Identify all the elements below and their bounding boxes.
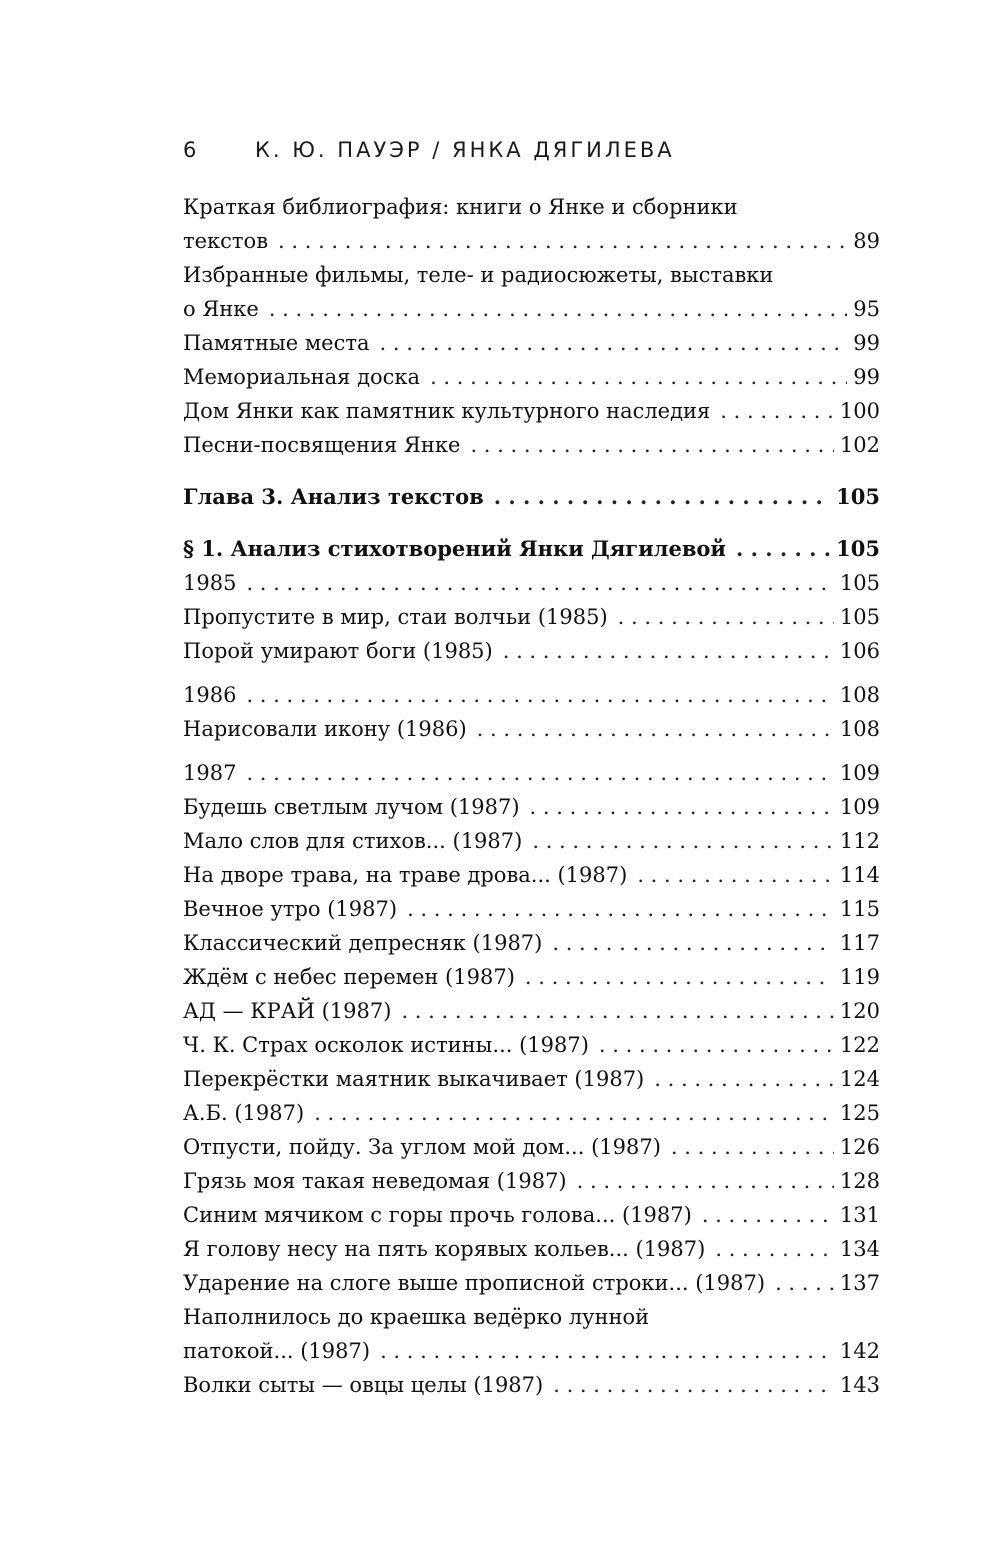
toc-entry-title: 1987 [183,761,237,785]
toc-entry-title: 1985 [183,571,237,595]
dot-leader [246,756,833,790]
toc-entry [183,1368,880,1402]
toc-entry-page: 100 [839,399,880,423]
toc-entry-page: 105 [839,605,880,629]
dot-leader [637,858,834,892]
toc-entry-title-line2: текстов [183,229,269,253]
toc-entry-page: 122 [839,1033,880,1057]
toc-entry [183,360,880,394]
dot-leader [430,360,847,394]
toc-entry-title: Классический депресняк (1987) [183,931,543,955]
toc-entry [183,712,880,746]
dot-leader [246,678,833,712]
toc-entry-page: 134 [839,1237,880,1261]
toc-entry-title: Будешь светлым лучом (1987) [183,795,520,819]
toc-entry-title-line1: Краткая библиография: книги о Янке и сборники [183,195,738,219]
toc-entry [183,1062,880,1096]
toc-entry-page: 108 [839,717,880,741]
toc-chapter [183,480,880,514]
dot-leader [654,1062,834,1096]
toc-entry [183,926,880,960]
toc-entry-title: Я голову несу на пять корявых кольев... (1987) [183,1237,706,1261]
dot-leader [530,790,834,824]
toc-entry-page: 125 [839,1101,880,1125]
toc-entry-title: Ждём с небес перемен (1987) [183,965,515,989]
dot-leader [525,960,834,994]
toc-entry-title: Мало слов для стихов... (1987) [183,829,523,853]
toc-entry [183,600,880,634]
chapter-title: Глава 3. Анализ текстов [183,484,484,509]
toc-year-heading [183,566,880,600]
toc-entry-page: 119 [839,965,880,989]
toc-entry-title: Перекрёстки маятник выкачивает (1987) [183,1067,645,1091]
table-of-contents [183,190,880,1402]
toc-entry-title: Пропустите в мир, стаи волчьи (1985) [183,605,608,629]
dot-leader [407,892,834,926]
toc-entry-page: 131 [839,1203,880,1227]
toc-entry [183,326,880,360]
dot-leader [503,634,834,668]
toc-year-heading [183,678,880,712]
toc-entry-page: 137 [839,1271,880,1295]
dot-leader [532,824,834,858]
toc-entry-page: 105 [839,571,880,595]
toc-entry-title: Порой умирают боги (1985) [183,639,493,663]
toc-entry [183,824,880,858]
toc-entry-page: 114 [839,863,880,887]
toc-entry-page: 126 [839,1135,880,1159]
toc-entry-title: Синим мячиком с горы прочь голова... (1987) [183,1203,692,1227]
toc-entry-title: АД — КРАЙ (1987) [183,999,392,1023]
toc-entry [183,428,880,462]
toc-entry [183,1096,880,1130]
toc-entry-page: 89 [853,229,880,253]
toc-entry-page: 95 [853,297,880,321]
toc-entry [183,790,880,824]
toc-entry [183,190,880,258]
toc-entry-title: Мемориальная доска [183,365,421,389]
dot-leader [269,292,847,326]
dot-leader [552,926,834,960]
toc-entry [183,994,880,1028]
dot-leader [401,994,833,1028]
toc-entry-page: 142 [839,1339,880,1363]
page-number: 6 [183,138,197,162]
toc-year-heading [183,756,880,790]
toc-entry-title: А.Б. (1987) [183,1101,305,1125]
toc-entry-page: 106 [839,639,880,663]
toc-entry-title: Нарисовали икону (1986) [183,717,467,741]
section-title: § 1. Анализ стихотворений Янки Дягилевой [183,536,727,561]
toc-entry-title-line1: Наполнилось до краешка ведёрко лунной [183,1305,650,1329]
dot-leader [702,1198,834,1232]
toc-entry-title-line1: Избранные фильмы, теле- и радиосюжеты, выставки [183,263,774,287]
toc-entry-page: 128 [839,1169,880,1193]
toc-entry-page: 108 [839,683,880,707]
toc-entry [183,634,880,668]
toc-entry-title: Отпусти, пойду. За углом мой дом... (1987) [183,1135,661,1159]
section-page: 105 [836,536,880,561]
toc-entry [183,1300,880,1368]
dot-leader [278,224,847,258]
dot-leader [470,428,833,462]
dot-leader [380,1334,834,1368]
toc-entry-title: Ч. К. Страх осколок истины... (1987) [183,1033,589,1057]
toc-entry-title: Ударение на слоге выше прописной строки... (1987) [183,1271,766,1295]
toc-entry-page: 115 [839,897,880,921]
toc-entry-title: Памятные места [183,331,370,355]
dot-leader [618,600,834,634]
toc-entry-title: Вечное утро (1987) [183,897,398,921]
toc-entry-title: 1986 [183,683,237,707]
dot-leader [314,1096,834,1130]
toc-entry-title-line2: патокой... (1987) [183,1339,371,1363]
toc-entry-page: 143 [839,1373,880,1397]
toc-entry-title: На дворе трава, на траве дрова... (1987) [183,863,628,887]
toc-entry-page: 120 [839,999,880,1023]
toc-entry [183,892,880,926]
dot-leader [775,1266,834,1300]
toc-entry-title: Песни-посвящения Янке [183,433,461,457]
toc-entry [183,258,880,326]
running-title: К. Ю. ПАУЭР / ЯНКА ДЯГИЛЕВА [255,138,675,162]
dot-leader [736,532,830,566]
toc-entry [183,1130,880,1164]
toc-entry-title: Дом Янки как памятник культурного наследия [183,399,711,423]
dot-leader [715,1232,834,1266]
dot-leader [380,326,848,360]
toc-entry-page: 102 [839,433,880,457]
toc-entry-page: 117 [839,931,880,955]
dot-leader [494,480,830,514]
toc-entry [183,1266,880,1300]
toc-entry-page: 109 [839,795,880,819]
toc-entry [183,960,880,994]
toc-entry-page: 124 [839,1067,880,1091]
dot-leader [246,566,833,600]
toc-entry-page: 112 [839,829,880,853]
toc-section [183,532,880,566]
toc-entry [183,1028,880,1062]
toc-entry-page: 109 [839,761,880,785]
running-header [183,138,675,162]
chapter-page: 105 [836,484,880,509]
dot-leader [553,1368,834,1402]
toc-entry-page: 99 [853,365,880,389]
toc-entry [183,1232,880,1266]
dot-leader [599,1028,834,1062]
toc-entry-title-line2: о Янке [183,297,259,321]
toc-entry [183,858,880,892]
dot-leader [477,712,834,746]
toc-entry-page: 99 [853,331,880,355]
toc-entry [183,1164,880,1198]
dot-leader [577,1164,834,1198]
dot-leader [671,1130,834,1164]
toc-entry [183,394,880,428]
toc-entry-title: Грязь моя такая неведомая (1987) [183,1169,567,1193]
toc-entry [183,1198,880,1232]
toc-entry-title: Волки сыты — овцы целы (1987) [183,1373,544,1397]
dot-leader [720,394,834,428]
